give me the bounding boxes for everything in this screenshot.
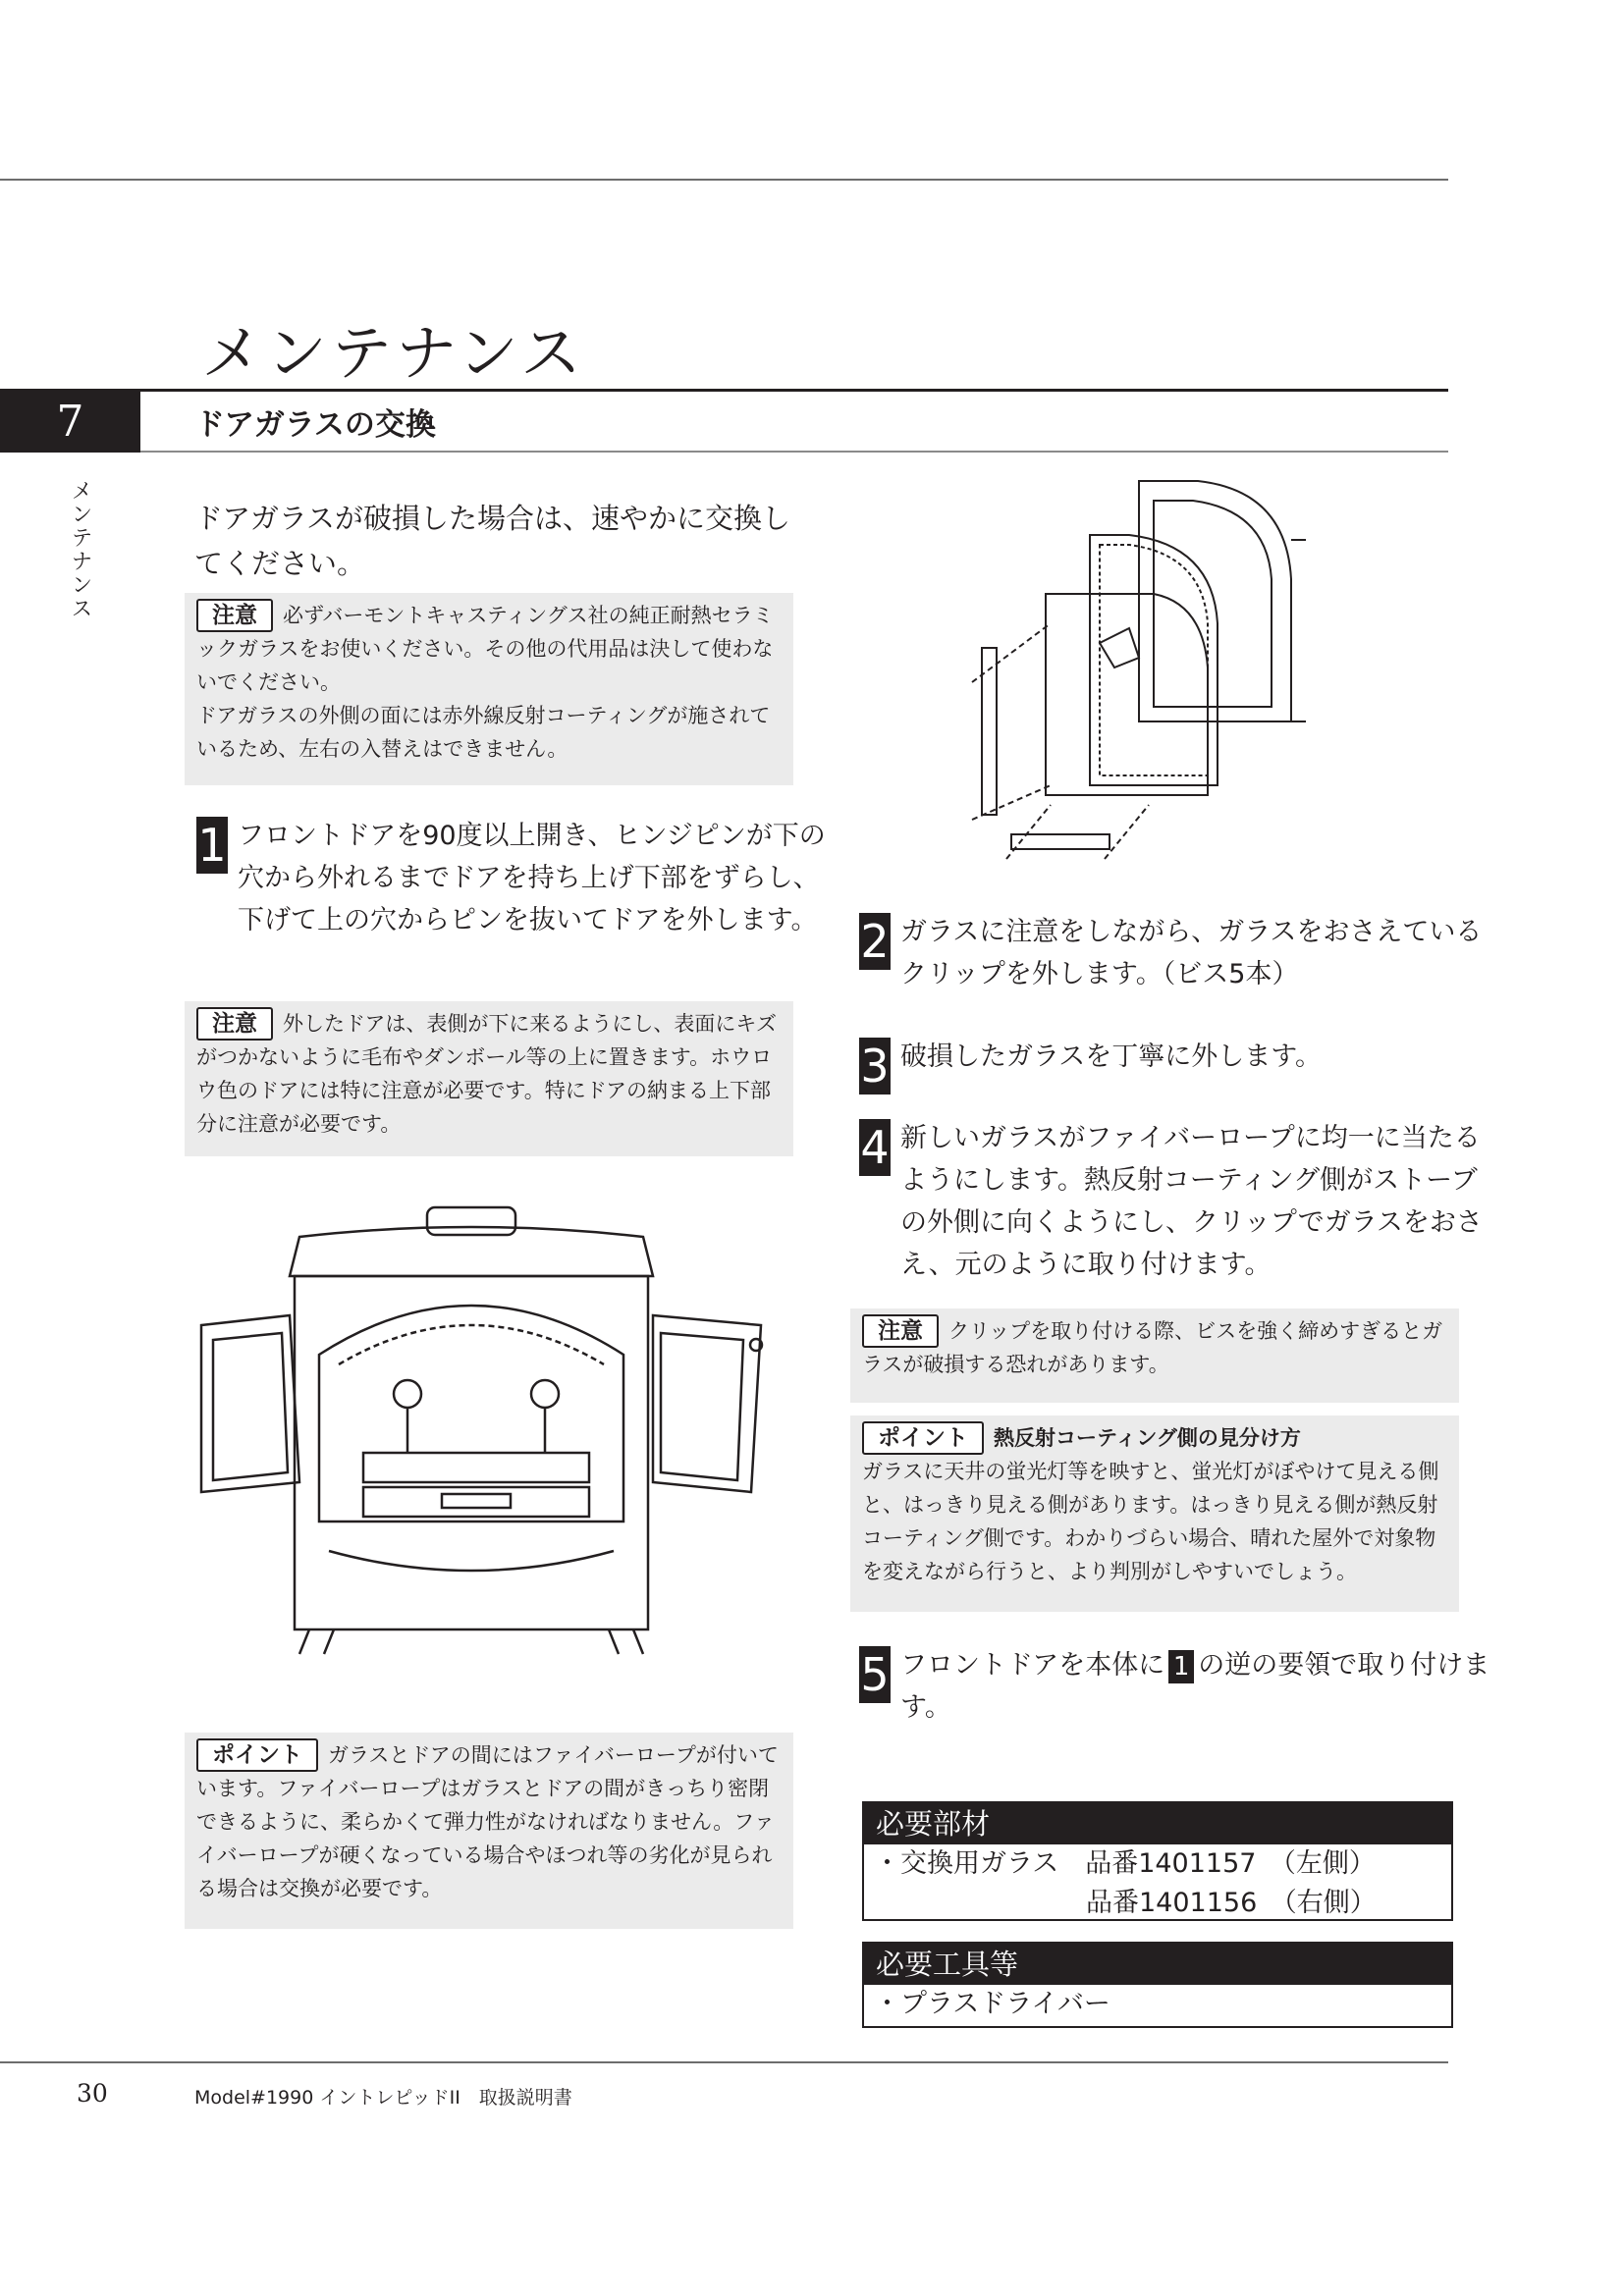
caution-text: クリップを取り付ける際、ビスを強く締めすぎるとガラスが破損する恐れがあります。 <box>862 1319 1443 1376</box>
section-rule <box>140 451 1448 453</box>
caution-tag: 注意 <box>196 599 273 632</box>
caution-box-glass <box>185 593 793 785</box>
step-text: フロントドアを本体に <box>900 1650 1165 1681</box>
step-number: 1 <box>197 819 227 872</box>
required-tools-heading: 必要工具等 <box>864 1944 1451 1985</box>
chapter-number: 7 <box>0 392 140 453</box>
required-parts-box <box>862 1801 1453 1921</box>
point-text: ガラスとドアの間にはファイバーロープが付いています。ファイバーロープはガラスとドアの間がきっちり密閉できるように、柔らかくて弾力性がなければなりません。ファイバーロープが硬くなっている場合やほつれ等の劣化が見られる場合は交換が必要です。 <box>196 1743 779 1900</box>
required-parts-heading: 必要部材 <box>864 1803 1451 1844</box>
caution-text-2: ドアガラスの外側の面には赤外線反射コーティングが施されているため、左右の入替えはできません。 <box>196 704 771 761</box>
caution-tag: 注意 <box>862 1314 939 1348</box>
caution-box-door <box>185 1001 793 1156</box>
caution-text: 外したドアは、表側が下に来るようにし、表面にキズがつかないように毛布やダンボール等の上に置きます。ホウロウ色のドアには特に注意が必要です。特にドアの納まる上下部分に注意が必要です。 <box>196 1012 777 1136</box>
point-tag: ポイント <box>196 1738 318 1772</box>
page-title: メンテナンス <box>201 317 586 389</box>
footer-model: Model#1990 イントレピッドII 取扱説明書 <box>194 2087 572 2109</box>
step-5 <box>859 1644 1499 1729</box>
section-title: ドアガラスの交換 <box>194 407 436 443</box>
point-box-coating <box>850 1415 1459 1612</box>
title-rule <box>0 389 1448 392</box>
point-box-rope <box>185 1733 793 1929</box>
stove-illustration <box>191 1198 781 1659</box>
top-rule <box>0 179 1448 181</box>
required-parts-row: ・交換用ガラス 品番1401157 （左側） <box>874 1848 1376 1879</box>
required-parts-row: 品番1401156 （右側） <box>874 1888 1377 1918</box>
step-3 <box>859 1036 1499 1093</box>
step-reference: 1 <box>1168 1650 1194 1683</box>
step-text: 破損したガラスを丁寧に外します。 <box>900 1041 1323 1072</box>
point-tag: ポイント <box>862 1421 984 1455</box>
step-number: 5 <box>860 1648 890 1701</box>
step-text: 新しいガラスがファイバーロープに均一に当たるようにします。熱反射コーティング側がストーブの外側に向くようにし、クリップでガラスをおさえ、元のように取り付けます。 <box>900 1123 1483 1280</box>
step-number: 2 <box>860 915 890 968</box>
required-tools-row: ・プラスドライバー <box>874 1989 1110 2019</box>
step-2 <box>859 911 1499 995</box>
step-number: 4 <box>860 1121 890 1174</box>
step-text: ガラスに注意をしながら、ガラスをおさえているクリップを外します。（ビス5本） <box>900 917 1483 989</box>
step-text: フロントドアを90度以上開き、ヒンジピンが下の穴から外れるまでドアを持ち上げ下部をずらし、下げて上の穴からピンを抜いてドアを外します。 <box>238 821 826 935</box>
step-1 <box>196 815 827 941</box>
caution-text: 必ずバーモントキャスティングス社の純正耐熱セラミックガラスをお使いください。その他の代用品は決して使わないでください。 <box>196 604 774 694</box>
page-number: 30 <box>77 2079 108 2108</box>
step-text-end: の逆の要領で取り付けます。 <box>900 1650 1490 1723</box>
step-4 <box>859 1117 1499 1286</box>
caution-tag: 注意 <box>196 1007 273 1041</box>
point-text: ガラスに天井の蛍光灯等を映すと、蛍光灯がぼやけて見える側と、はっきり見える側があります。はっきり見える側が熱反射コーティング側です。わかりづらい場合、晴れた屋外で対象物を変えながら行うと、より判別がしやすいでしょう。 <box>862 1460 1439 1583</box>
intro-text: ドアガラスが破損した場合は、速やかに交換してください。 <box>194 502 790 580</box>
required-tools-box <box>862 1942 1453 2028</box>
door-exploded-diagram <box>943 471 1326 874</box>
point-heading: 熱反射コーティング側の見分け方 <box>994 1426 1301 1450</box>
bottom-rule <box>0 2061 1448 2063</box>
step-number: 3 <box>860 1040 890 1093</box>
side-label: メンテナンス <box>68 479 92 620</box>
caution-box-clip <box>850 1308 1459 1403</box>
